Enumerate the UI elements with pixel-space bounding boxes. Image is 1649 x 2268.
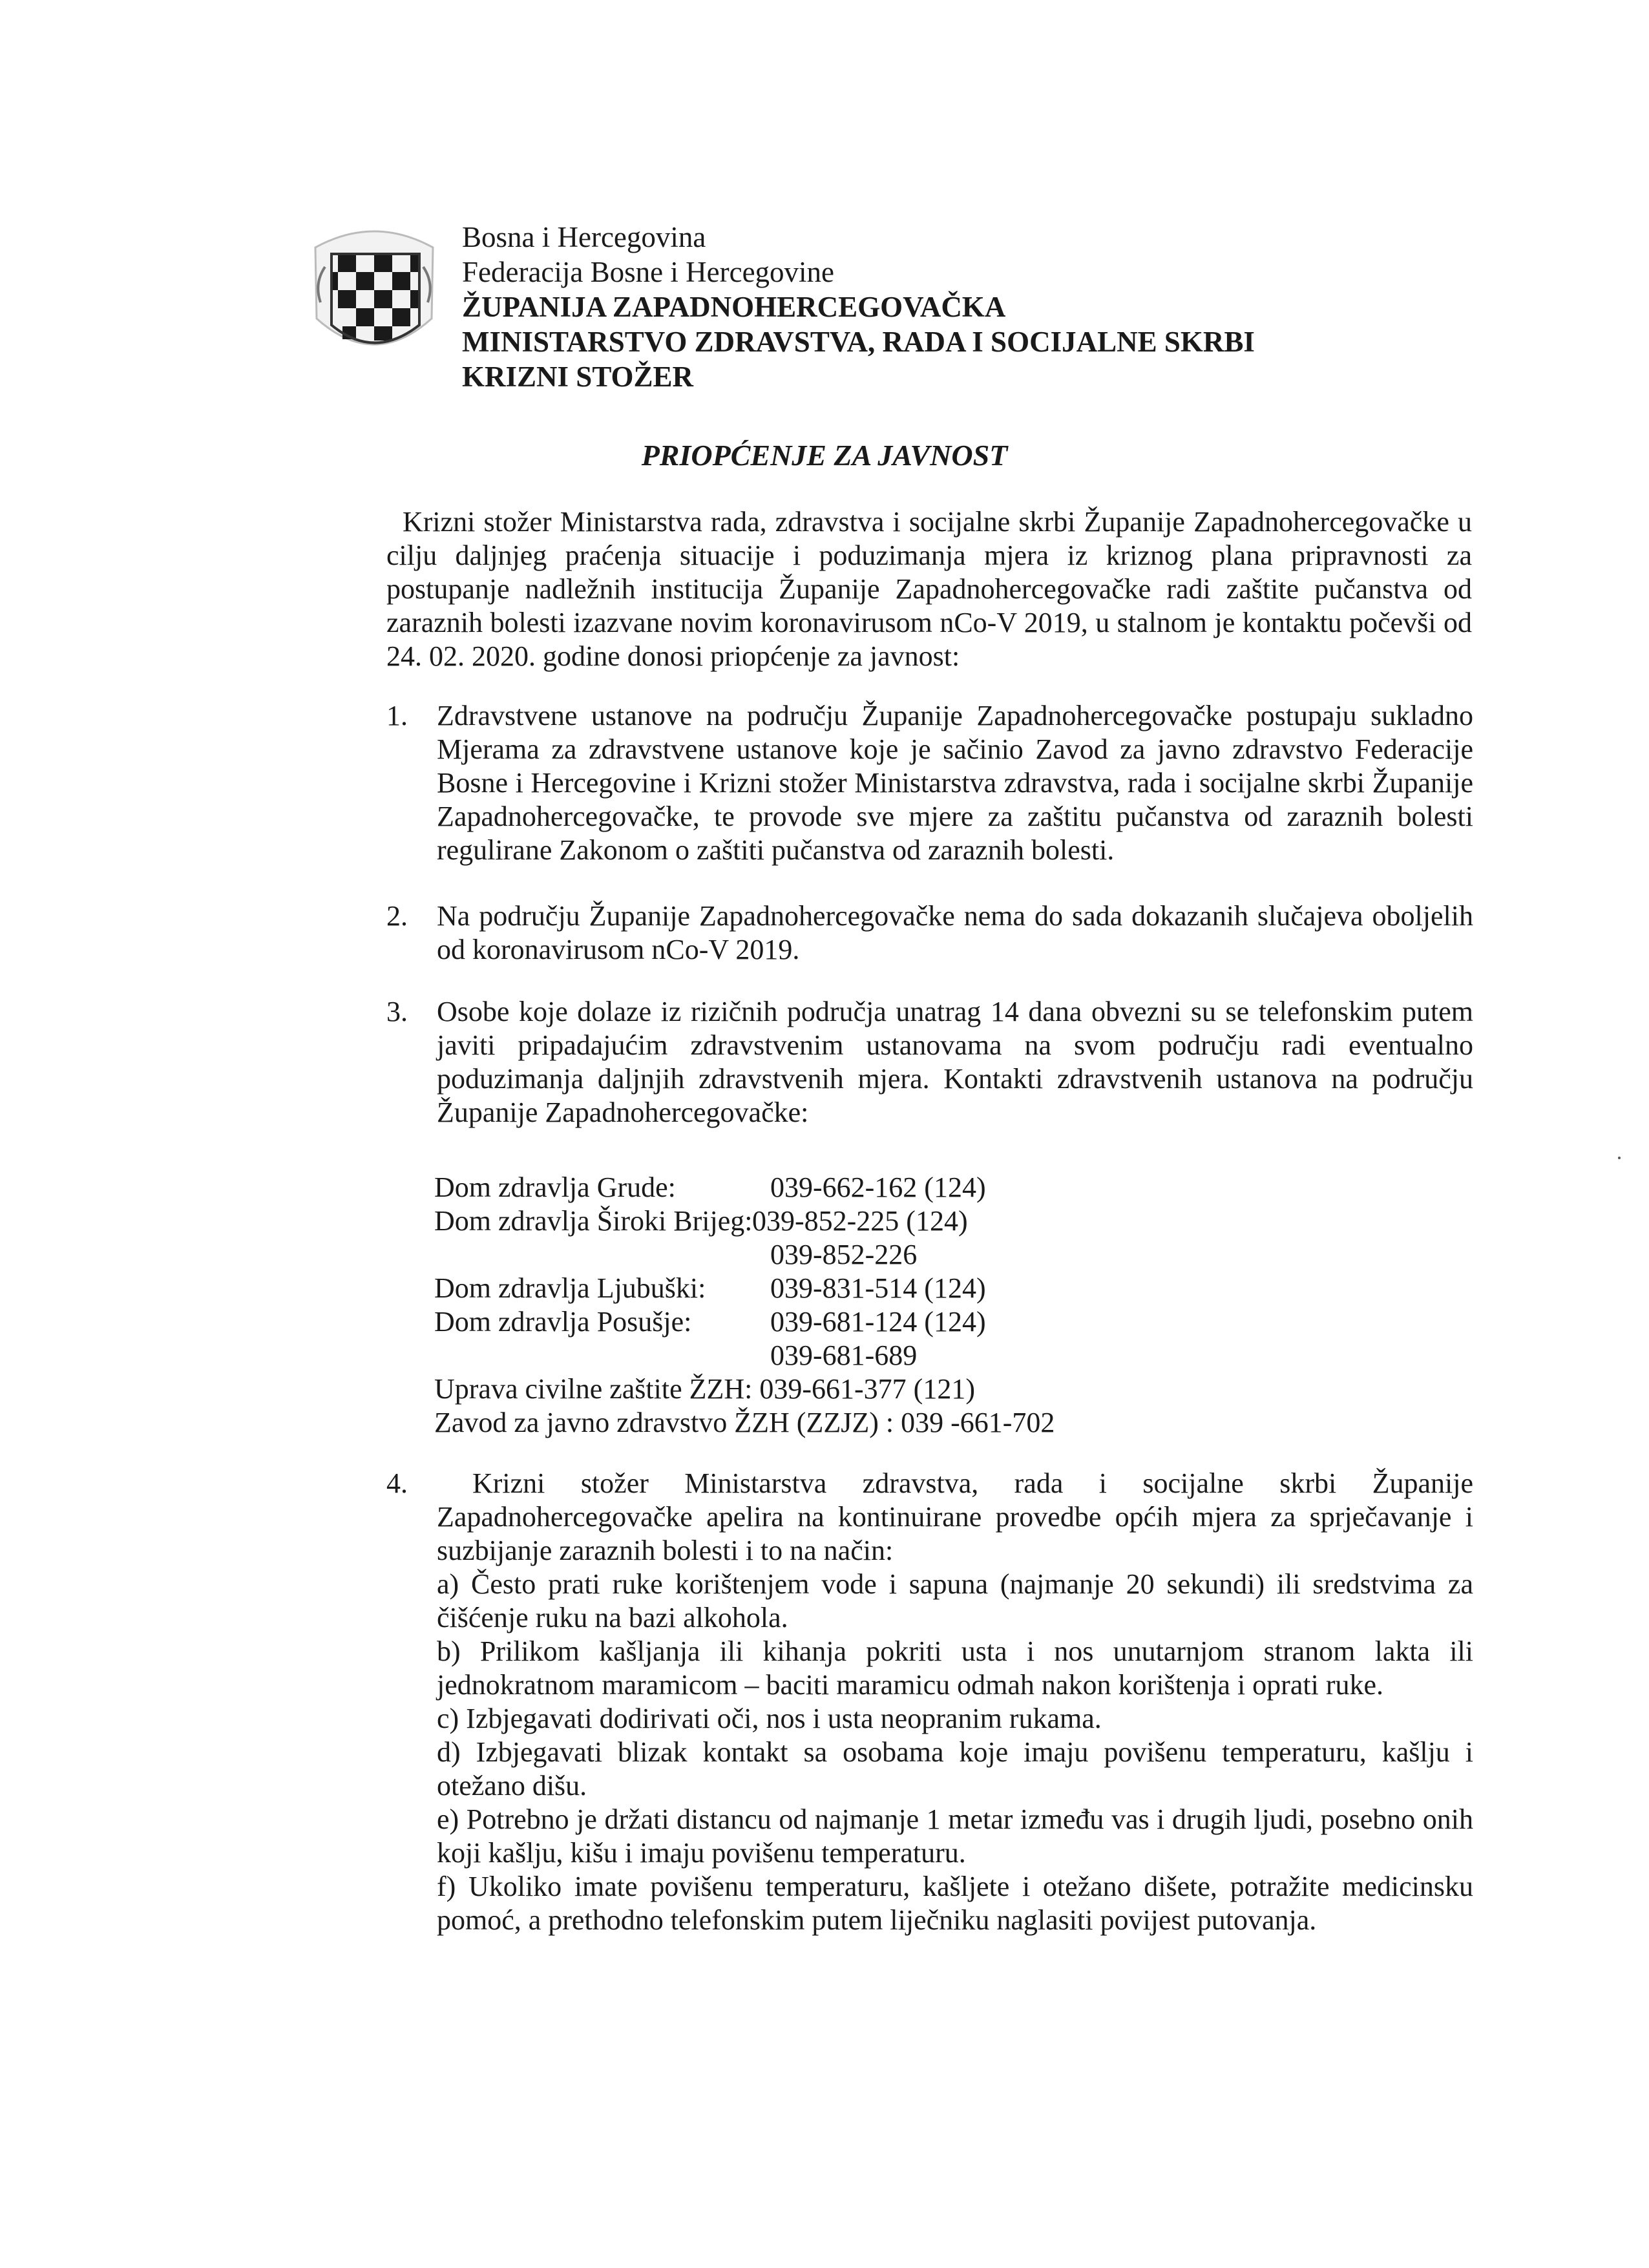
contact-phone: 039-852-225 (124) [752,1205,968,1237]
contact-label: Dom zdravlja Posušje: [434,1306,692,1338]
county-line: ŽUPANIJA ZAPADNOHERCEGOVAČKA [462,291,1006,323]
measure-c: c) Izbjegavati dodirivati oči, nos i usta neopranim rukama. [437,1703,1102,1734]
country-line: Bosna i Hercegovina [462,221,706,253]
item-text-block [437,1467,1473,1937]
coat-of-arms-logo [302,222,446,365]
item-text: Krizni stožer Ministarstva zdravstva, rada i socijalne skrbi Županije Zapadnohercegovačke apelira na kontinuirane provedbe općih mjera za sprječavanje i suzbijanje zaraznih bolesti i to na način: [437,1467,1473,1566]
item-number: 4. [386,1467,408,1499]
measure-f: f) Ukoliko imate povišenu temperaturu, kašljete i otežano dišete, potražite medicinsku pomoć, a prethodno telefonskim putem liječniku naglasiti povijest putovanja. [437,1871,1473,1936]
measure-b: b) Prilikom kašljanja ili kihanja pokriti usta i nos unutarnjom stranom lakta ili jednokratnom maramicom – baciti maramicu odmah nakon korištenja i oprati ruke. [437,1635,1473,1701]
contact-label: Dom zdravlja Grude: [434,1171,676,1203]
federation-line: Federacija Bosne i Hercegovine [462,256,835,288]
contact-phone: 039-681-689 [770,1339,918,1371]
item-number: 2. [386,900,408,932]
contact-label: Uprava civilne zaštite ŽZH: 039-661-377 (121) [434,1373,975,1405]
crisis-staff-line: KRIZNI STOŽER [462,361,694,393]
item-text: Zdravstvene ustanove na području Županije Zapadnohercegovačke postupaju sukladno Mjerama za zdravstvene ustanove koje je sačinio Zavod za javno zdravstvo Federacije Bosne i Hercegovine i Krizni stožer Ministarstva zdravstva, rada i socijalne skrbi Županije Zapadnohercegovačke, te provode sve mjere za zaštitu pučanstva od zaraznih bolesti regulirane Zakonom o zaštiti pučanstva od zaraznih bolesti. [437,700,1473,866]
contact-phone: 039-831-514 (124) [770,1272,986,1304]
contact-phone: 039-662-162 (124) [770,1171,986,1203]
contact-phone: 039-852-226 [770,1239,918,1270]
contact-label: Dom zdravlja Ljubuški: [434,1272,706,1304]
contact-label: Dom zdravlja Široki Brijeg: [434,1205,753,1237]
measure-d: d) Izbjegavati blizak kontakt sa osobama koje imaju povišenu temperaturu, kašlju i otežano dišu. [437,1736,1473,1801]
measure-a: a) Često prati ruke korištenjem vode i sapuna (najmanje 20 sekundi) ili sredstvima za čišćenje ruku na bazi alkohola. [437,1568,1473,1633]
intro-paragraph: Krizni stožer Ministarstva rada, zdravstva i socijalne skrbi Županije Zapadnohercegovačke u cilju daljnjeg praćenja situacije i poduzimanja mjera iz kriznog plana pripravnosti za postupanje nadležnih institucija Županije Zapadnohercegovačke radi zaštite pučanstva od zaraznih bolesti izazvane novim koronavirusom nCo-V 2019, u stalnom je kontaktu počevši od 24. 02. 2020. godine donosi priopćenje za javnost: [386,506,1472,672]
scan-speck [1618,1157,1621,1159]
item-text: Osobe koje dolaze iz rizičnih područja unatrag 14 dana obvezni su se telefonskim putem javiti pripadajućim zdravstvenim ustanovama na svom području radi eventualno poduzimanja daljnjih zdravstvenih mjera. Kontakti zdravstvenih ustanova na području Županije Zapadnohercegovačke: [437,996,1473,1128]
item-text: Na području Županije Zapadnohercegovačke nema do sada dokazanih slučajeva oboljelih od koronavirusom nCo-V 2019. [437,900,1473,965]
letterhead [462,220,1431,394]
item-number: 3. [386,996,408,1027]
measure-e: e) Potrebno je držati distancu od najmanje 1 metar između vas i drugih ljudi, posebno onih koji kašlju, kišu i imaju povišenu temperaturu. [437,1803,1473,1869]
ministry-line: MINISTARSTVO ZDRAVSTVA, RADA I SOCIJALNE SKRBI [462,326,1255,358]
item-number: 1. [386,700,408,731]
contact-label: Zavod za javno zdravstvo ŽZH (ZZJZ) : 039 -661-702 [434,1407,1055,1438]
contact-phone: 039-681-124 (124) [770,1306,986,1338]
document-title: PRIOPĆENJE ZA JAVNOST [641,439,1008,472]
